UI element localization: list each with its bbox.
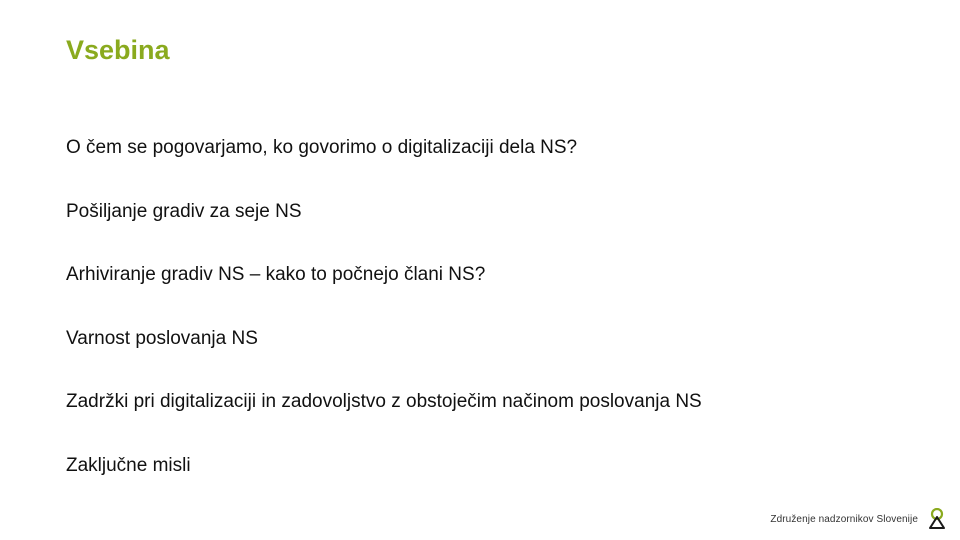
- organization-name: Združenje nadzornikov Slovenije: [770, 513, 918, 525]
- agenda-item: O čem se pogovarjamo, ko govorimo o digitalizaciji dela NS?: [66, 137, 578, 158]
- agenda-item: Zaključne misli: [66, 454, 191, 476]
- slide-title: Vsebina: [66, 35, 170, 65]
- agenda-item: Varnost poslovanja NS: [66, 327, 258, 349]
- agenda-item: Pošiljanje gradiv za seje NS: [66, 200, 302, 222]
- zns-logo-icon: [928, 508, 946, 530]
- footer: [770, 508, 946, 530]
- agenda-list: [66, 135, 702, 516]
- agenda-item: Zadržki pri digitalizaciji in zadovoljstvo z obstoječim načinom poslovanja NS: [66, 391, 702, 412]
- agenda-item: Arhiviranje gradiv NS – kako to počnejo člani NS?: [66, 264, 486, 285]
